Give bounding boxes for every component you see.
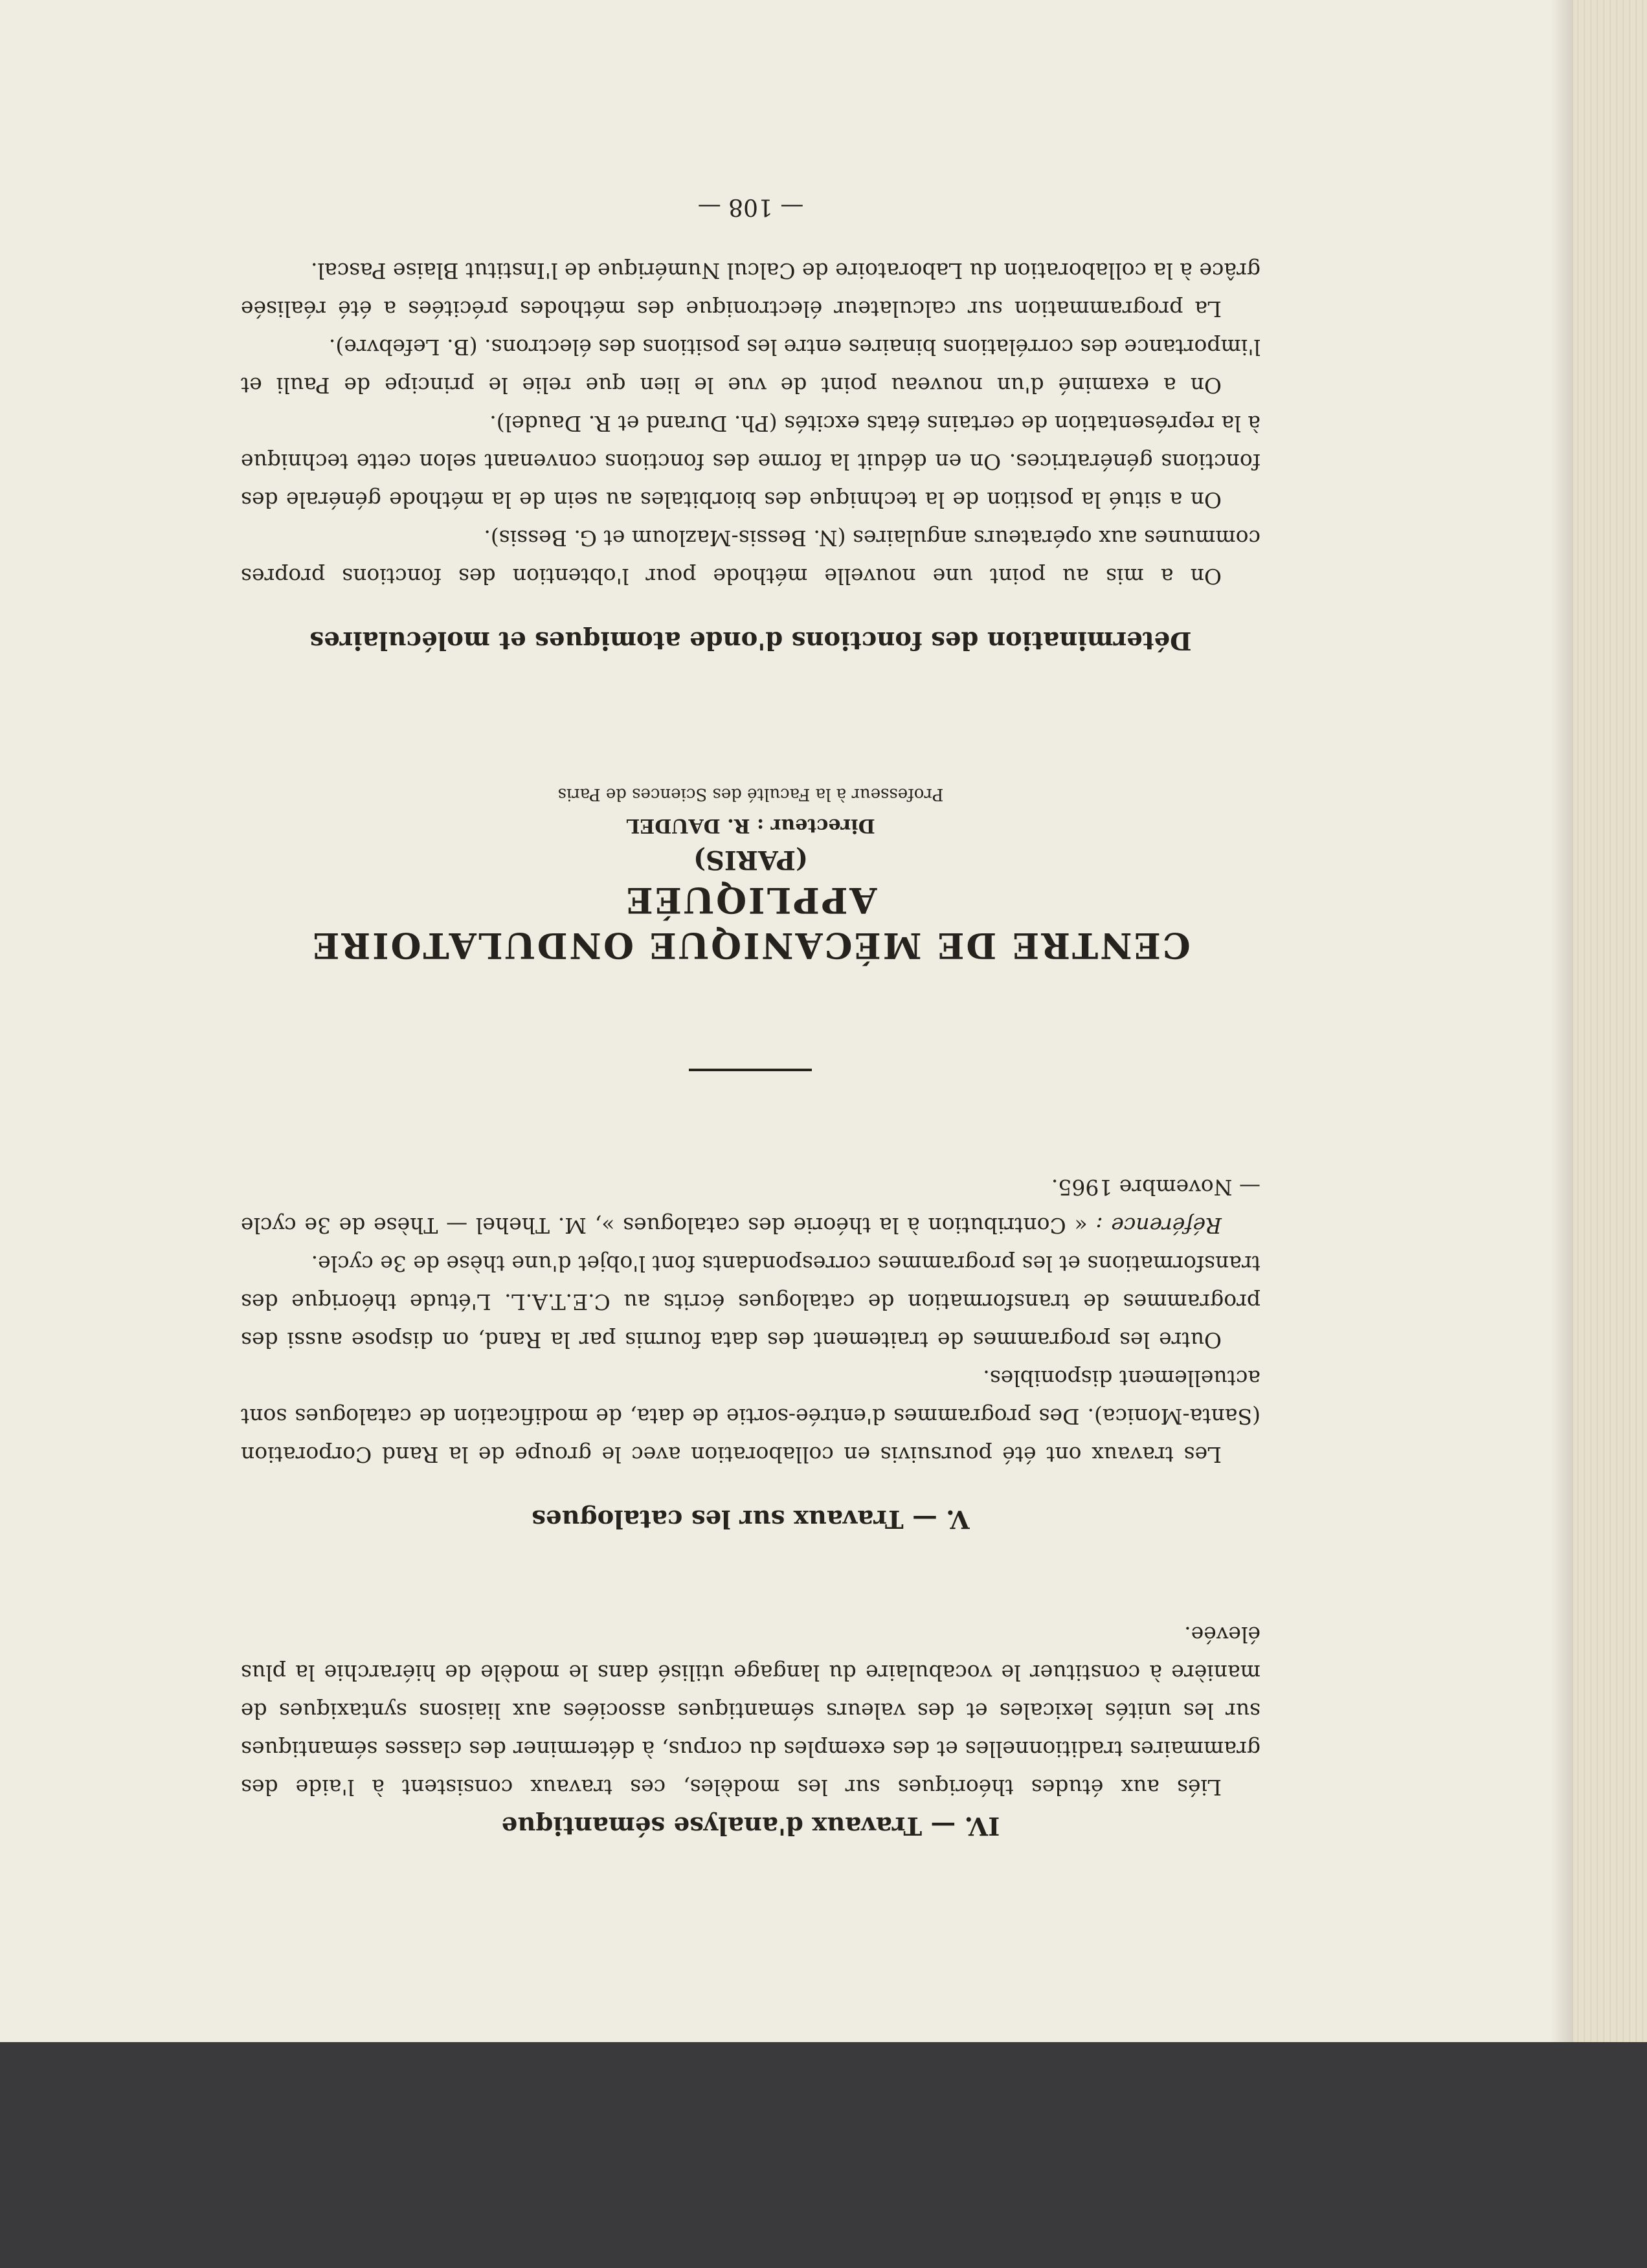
centre-director: Directeur : R. DAUDEL xyxy=(626,814,875,837)
page-edges xyxy=(1573,0,1647,2042)
section-divider xyxy=(689,1069,812,1071)
section-v-paragraph: Outre les programmes de traitement des data fournis par la Rand, on dispose aussi des programmes de transformation de catalogues écrits au C.E.T.A.L. L'étude théorique des transformations et les programmes correspondants font l'objet d'une thèse de 3e cycle. xyxy=(241,1251,1260,1353)
section-v-heading: V. — Travaux sur les catalogues xyxy=(532,1504,970,1533)
centre-paragraph: On a mis au point une nouvelle méthode pour l'obtention des fonctions propres communes aux opérateurs angulaires (N. Bessis-Mazloum et G. Bessis). xyxy=(241,526,1260,589)
centre-paragraph: La programmation sur calculateur électronique des méthodes précitées a été réalisée grâce à la collaboration du Laboratoire de Calcul Numérique de l'Institut Blaise Pascal. xyxy=(241,258,1260,322)
reference-label: Référence : xyxy=(1095,1213,1222,1238)
reference xyxy=(241,1168,1260,1245)
centre-city: (PARIS) xyxy=(693,845,808,875)
section-iv-paragraph: Liés aux études théoriques sur les modèles, ces travaux consistent à l'aide des grammaires traditionnelles et des exemples du corpus, à déterminer des classes sémantiques sur les unités lexicales et des valeurs sémantiques associées aux liaisons syntaxiques de manière à constituer le vocabulaire du langage utilisé dans le modèle de hiérarchie la plus élevée. xyxy=(241,1622,1260,1800)
centre-subheading: Détermination des fonctions d'onde atomiques et moléculaires xyxy=(309,626,1192,655)
gutter-shadow xyxy=(1551,0,1576,2042)
page-number: — 108 — xyxy=(697,194,804,220)
centre-title: CENTRE DE MÉCANIQUE ONDULATOIRE APPLIQUÉE xyxy=(311,880,1191,966)
centre-paragraph: On a situé la position de la technique des biorbitales au sein de la méthode générale des fonctions génératrices. On en déduit la forme des fonctions convenant selon cette technique à la représentation de certains états excités (Ph. Durand et R. Daudel). xyxy=(241,411,1260,513)
section-iv-heading: IV. — Travaux d'analyse sémantique xyxy=(501,1811,1000,1840)
page-content-upside-down xyxy=(240,194,1260,1845)
reference-text: « Contribution à la théorie des catalogues », M. Thehel — Thèse de 3e cycle — Novembre 1965. xyxy=(240,1175,1260,1238)
centre-paragraph: On a examiné d'un nouveau point de vue le lien que relie le principe de Pauli et l'importance des corrélations binaires entre les positions des électrons. (B. Lefebvre). xyxy=(241,335,1260,398)
section-v-paragraph: Les travaux ont été poursuivis en collaboration avec le groupe de la Rand Corporation (Santa-Monica). Des programmes d'entrée-sortie de data, de modification de catalogues sont actuellement disponibles. xyxy=(241,1366,1260,1467)
director-title: Professeur à la Faculté des Sciences de Paris xyxy=(557,784,944,804)
